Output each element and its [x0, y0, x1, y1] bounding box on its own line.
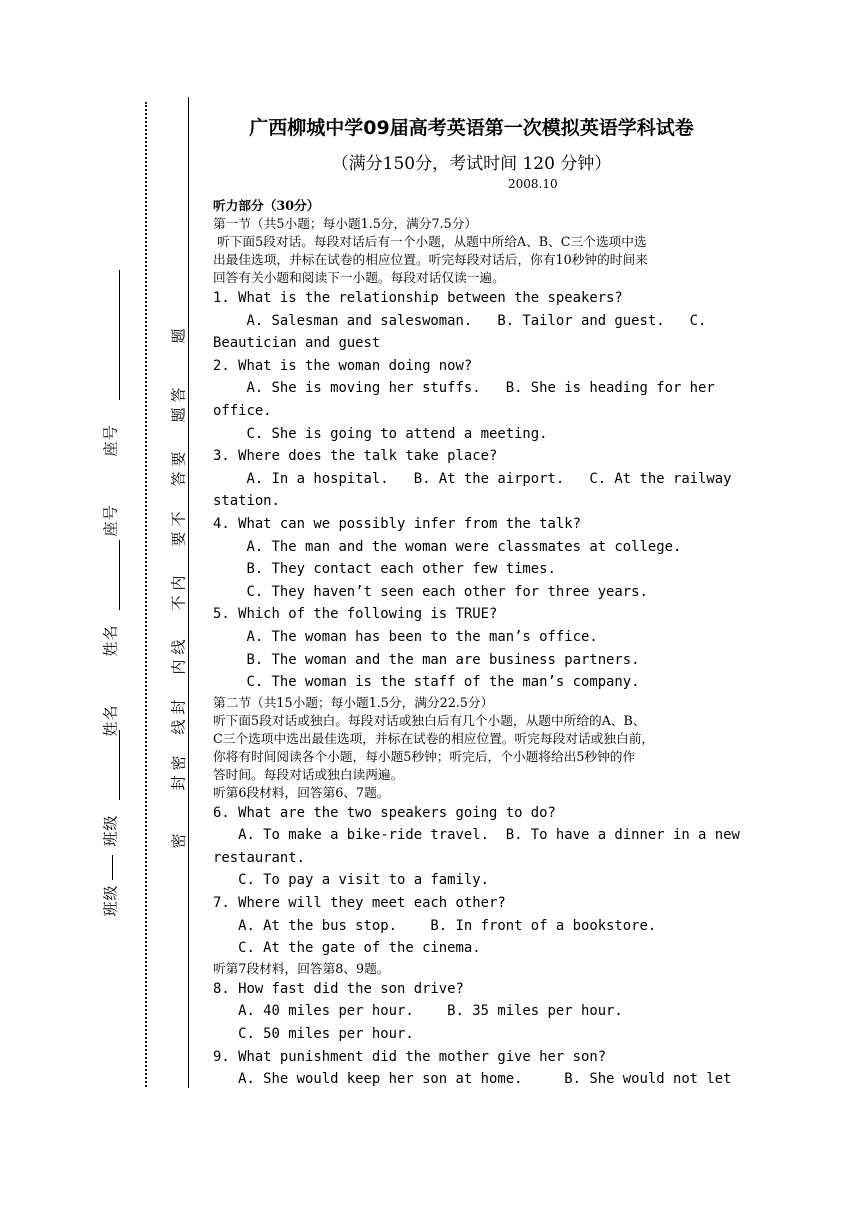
question-line: 4. What can we possibly infer from the talk? [213, 515, 581, 532]
question-line: 8. How fast did the son drive? [213, 980, 464, 997]
seat-label-1: 座号 [101, 504, 120, 537]
material-6-note: 听第6段材料，回答第6、7题。 [213, 784, 390, 800]
question-line: 9. What punishment did the mother give her son? [213, 1048, 607, 1065]
option-line: C. They haven’t seen each other for three years. [213, 583, 648, 600]
seal-char: 封 [169, 774, 188, 791]
seal-char: 密 [169, 832, 188, 849]
option-line: Beautician and guest [213, 335, 381, 352]
part1-instruction-line: 出最佳选项，并标在试卷的相应位置。听完每段对话后，你有10秒钟的时间来 [213, 252, 648, 267]
seal-char: 线 [169, 718, 188, 735]
name-label-2: 姓名 [101, 624, 120, 657]
option-line: C. At the gate of the cinema. [213, 940, 481, 957]
seal-char: 封 [169, 698, 188, 715]
seat-underline [119, 270, 120, 400]
seal-char: 不 [169, 594, 188, 611]
option-line: A. In a hospital. B. At the airport. C. At the railway [213, 470, 732, 487]
part1-instruction-line: 回答有关小题和阅读下一小题。每段对话仅读一遍。 [213, 270, 505, 285]
seat-label-2: 座号 [101, 424, 120, 457]
option-line: C. 50 miles per hour. [213, 1026, 414, 1043]
option-line: office. [213, 402, 272, 419]
part1-title: 第一节（共5小题；每小题1.5分，满分7.5分） [213, 216, 478, 231]
class-label-1: 班级 [101, 884, 120, 917]
option-line: A. Salesman and saleswoman. B. Tailor and guest. C. [213, 312, 707, 329]
exam-title: 广西柳城中学09届高考英语第一次模拟英语学科试卷 [249, 117, 694, 139]
exam-subtitle: （满分150分，考试时间 120 分钟） [331, 154, 612, 174]
option-line: A. She is moving her stuffs. B. She is heading for her [213, 380, 715, 397]
option-line: A. 40 miles per hour. B. 35 miles per hour. [213, 1003, 623, 1020]
seal-char: 题 [169, 406, 188, 423]
option-line: B. The woman and the man are business partners. [213, 651, 640, 668]
class-underline-2 [119, 730, 120, 800]
class-underline [112, 855, 114, 880]
listening-heading: 听力部分（30分） [213, 198, 320, 213]
part2-instruction-line: 答时间。每段对话或独白读两遍。 [213, 766, 404, 782]
option-line: A. She would keep her son at home. B. She would not let [213, 1071, 732, 1088]
option-line: B. They contact each other few times. [213, 561, 556, 578]
question-line: 1. What is the relationship between the speakers? [213, 290, 623, 306]
option-line: restaurant. [213, 849, 305, 866]
seal-char: 答 [169, 386, 188, 403]
option-line: A. The woman has been to the man’s office. [213, 628, 598, 645]
part2-title: 第二节（共15小题；每小题1.5分，满分22.5分） [213, 694, 494, 710]
exam-date: 2008.10 [508, 177, 558, 191]
binding-solid-line-top [188, 97, 189, 182]
option-line: C. She is going to attend a meeting. [213, 425, 548, 442]
seal-char: 要 [169, 530, 188, 547]
option-line: C. The woman is the staff of the man’s company. [213, 674, 640, 691]
seal-char: 要 [169, 450, 188, 467]
option-line: A. The man and the woman were classmates at college. [213, 538, 682, 555]
part2-instruction-line: 听下面5段对话或独白。每段对话或独白后有几个小题，从题中所给的A、B、 [213, 712, 646, 728]
seal-char: 线 [169, 638, 188, 655]
option-line: station. [213, 493, 280, 510]
class-label-2: 班级 [101, 814, 120, 847]
material-7-note: 听第7段材料，回答第8、9题。 [213, 960, 390, 976]
seal-char: 不 [169, 510, 188, 527]
part2-instruction-line: 你将有时间阅读各个小题，每小题5秒钟；听完后，个小题将给出5秒钟的作 [213, 748, 636, 764]
part2-instruction-line: C三个选项中选出最佳选项，并标在试卷的相应位置。听完每段对话或独白前， [213, 730, 655, 746]
seal-char: 题 [169, 327, 188, 344]
binding-solid-line-bottom [188, 1010, 189, 1088]
name-label-1: 姓名 [101, 704, 120, 737]
part1-instruction-line: 听下面5段对话。每段对话后有一个小题，从题中所给A、B、C三个选项中选 [213, 234, 647, 249]
seal-char: 答 [169, 470, 188, 487]
seal-char: 内 [169, 658, 188, 675]
option-line: C. To pay a visit to a family. [213, 872, 489, 889]
question-line: 7. Where will they meet each other? [213, 895, 506, 912]
name-underline [119, 540, 120, 610]
seal-char: 内 [169, 574, 188, 591]
question-line: 6. What are the two speakers going to do? [213, 804, 556, 821]
option-line: A. At the bus stop. B. In front of a bookstore. [213, 917, 657, 934]
question-line: 2. What is the woman doing now? [213, 357, 473, 374]
binding-dotted-line [145, 102, 147, 1087]
seal-char: 密 [169, 754, 188, 771]
question-line: 3. Where does the talk take place? [213, 448, 498, 465]
question-line: 5. Which of the following is TRUE? [213, 606, 498, 623]
option-line: A. To make a bike-ride travel. B. To have a dinner in a new [213, 827, 740, 844]
exam-content [213, 197, 740, 1091]
